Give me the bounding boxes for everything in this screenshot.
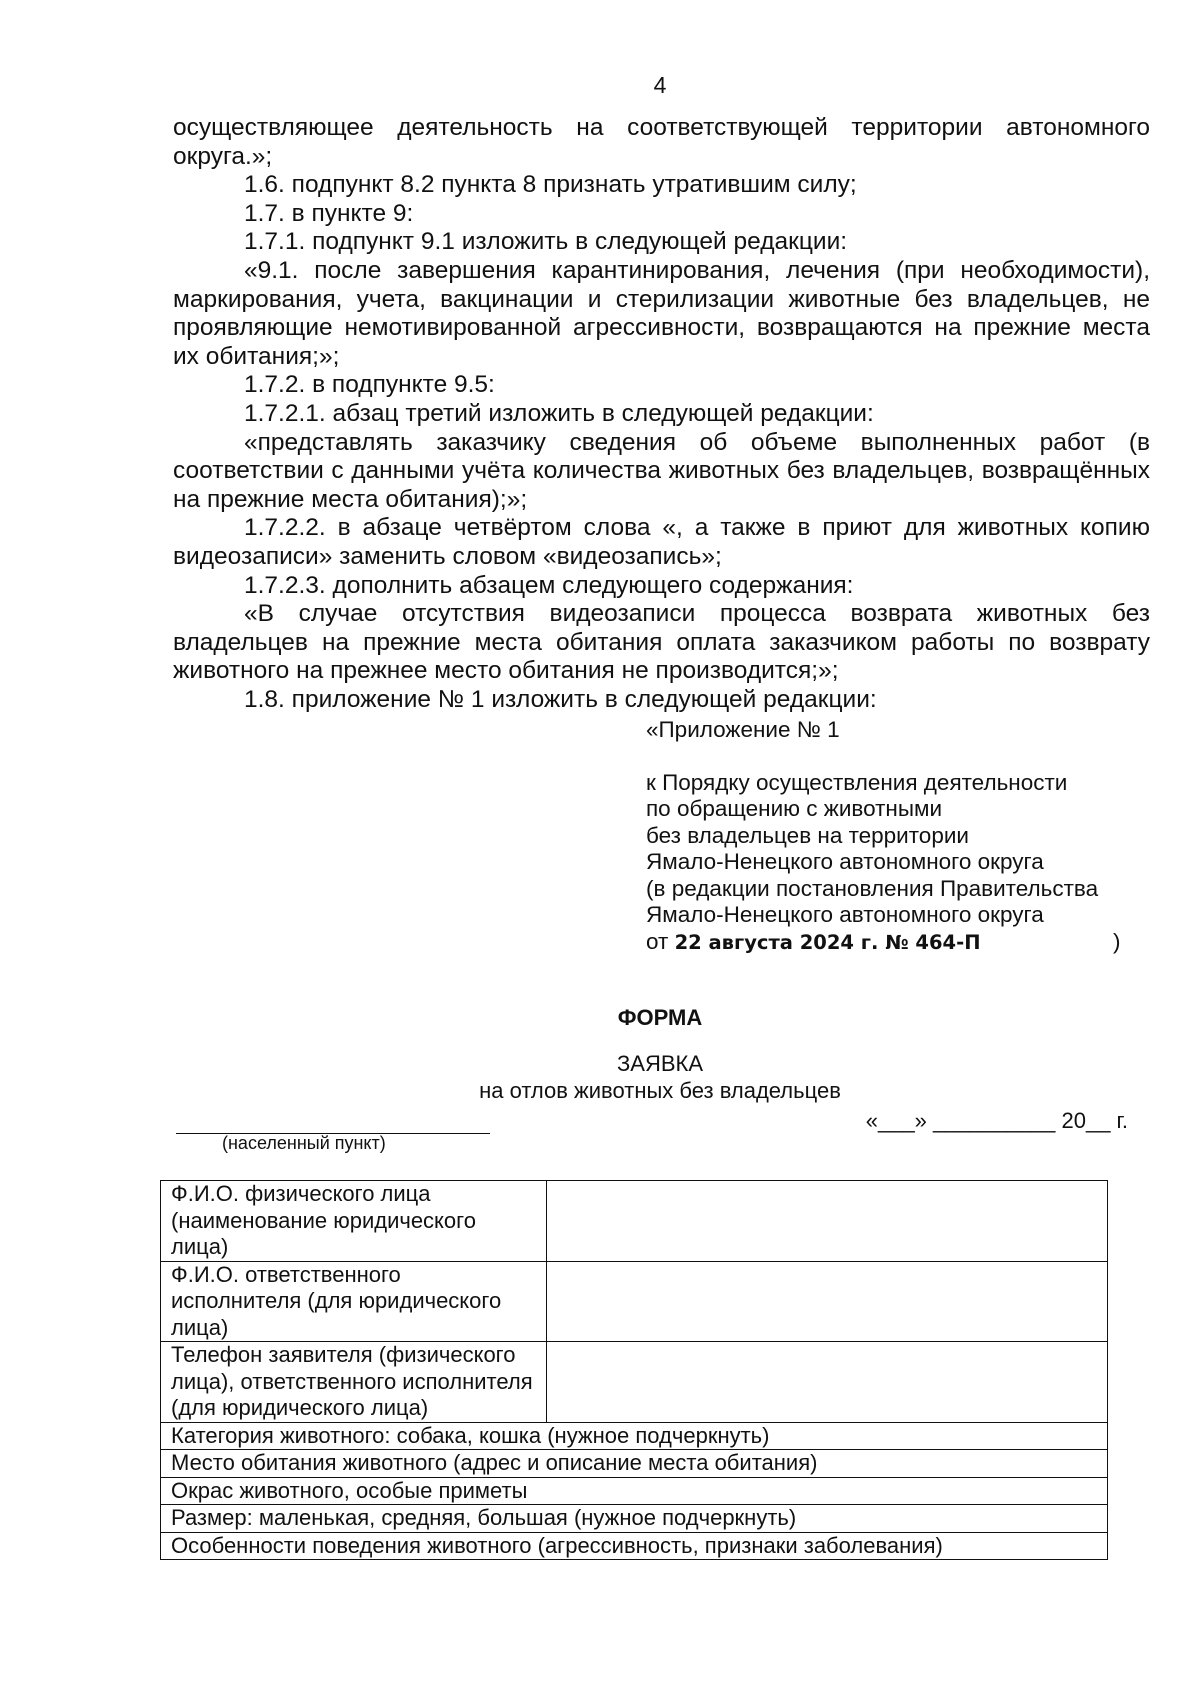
row-label: Размер: маленькая, средняя, большая (нужное подчеркнуть): [161, 1505, 1108, 1533]
body-text: [173, 114, 1150, 714]
form-subtitle: на отлов животных без владельцев: [479, 1078, 841, 1103]
request-form-table: [160, 1180, 1108, 1560]
row-value-cell: [547, 1261, 1108, 1342]
resolution-date: 22 августа 2024 г. № 464-П: [674, 930, 981, 954]
paragraph: 1.7.2.1. абзац третий изложить в следующей редакции:: [244, 399, 874, 427]
row-label: Ф.И.О. физического лица (наименование юридического лица): [161, 1181, 547, 1262]
row-value-cell: [547, 1342, 1108, 1423]
row-label: Категория животного: собака, кошка (нужное подчеркнуть): [161, 1422, 1108, 1450]
table-row: [161, 1477, 1108, 1505]
appendix-line: без владельцев на территории: [646, 822, 969, 848]
table-row: [161, 1532, 1108, 1560]
table-row: [161, 1261, 1108, 1342]
date-field: «___» __________ 20__ г.: [865, 1108, 1128, 1133]
paragraph: 1.7.2.2. в абзаце четвёртом слова «, а также в приют для животных копию видеозаписи» заменить словом «видеозапись»;: [173, 514, 1150, 570]
closing-paren: ): [1113, 928, 1121, 954]
paragraph: 1.6. подпункт 8.2 пункта 8 признать утратившим силу;: [244, 171, 857, 199]
paragraph: 1.7.2.3. дополнить абзацем следующего содержания:: [244, 571, 854, 599]
place-caption: (населенный пункт): [222, 1133, 386, 1153]
appendix-line: (в редакции постановления Правительства: [646, 875, 1099, 901]
paragraph: «9.1. после завершения карантинирования, лечения (при необходимости), маркирования, учета, вакцинации и стерилизации животные без владельцев, не проявляющие немотивированной агрессивности, возвращаются на прежние места их обитания;»;: [173, 256, 1150, 370]
appendix-line: Ямало-Ненецкого автономного округа: [646, 849, 1044, 874]
page-number: 4: [653, 72, 667, 98]
form-label: ФОРМА: [617, 1005, 703, 1030]
appendix-line: к Порядку осуществления деятельности: [646, 769, 1068, 795]
paragraph: «представлять заказчику сведения об объеме выполненных работ (в соответствии с данными учёта количества животных без владельцев, возвращённых на прежние места обитания);»;: [173, 428, 1150, 513]
appendix-line: Ямало-Ненецкого автономного округа: [646, 902, 1044, 927]
paragraph: 1.7.1. подпункт 9.1 изложить в следующей редакции:: [244, 228, 848, 256]
appendix-header: [646, 717, 1166, 956]
table-row: [161, 1181, 1108, 1262]
appendix-line: по обращению с животными: [646, 796, 943, 821]
table-row: [161, 1450, 1108, 1478]
paragraph: «В случае отсутствия видеозаписи процесса возврата животных без владельцев на прежние места обитания оплата заказчиком работы по возврату животного на прежнее место обитания не производится;»;: [173, 600, 1150, 685]
paragraph: осуществляющее деятельность на соответствующей территории автономного округа.»;: [173, 114, 1150, 170]
paragraph: 1.7. в пункте 9:: [244, 199, 414, 227]
place-input-line: [176, 1105, 490, 1134]
form-title: ЗАЯВКА: [616, 1051, 703, 1076]
table-row: [161, 1505, 1108, 1533]
appendix-title: «Приложение № 1: [646, 717, 840, 742]
row-label: Ф.И.О. ответственного исполнителя (для юридического лица): [161, 1261, 547, 1342]
paragraph: 1.7.2. в подпункте 9.5:: [244, 371, 495, 399]
table-row: [161, 1422, 1108, 1450]
table-row: [161, 1342, 1108, 1423]
paragraph: 1.8. приложение № 1 изложить в следующей редакции:: [244, 685, 877, 713]
row-label: Место обитания животного (адрес и описание места обитания): [161, 1450, 1108, 1478]
appendix-date-line: [646, 929, 1166, 957]
row-label: Окрас животного, особые приметы: [161, 1477, 1108, 1505]
row-value-cell: [547, 1181, 1108, 1262]
date-prefix: от: [646, 928, 669, 954]
row-label: Телефон заявителя (физического лица), ответственного исполнителя (для юридического лица): [161, 1342, 547, 1423]
row-label: Особенности поведения животного (агрессивность, признаки заболевания): [161, 1532, 1108, 1560]
